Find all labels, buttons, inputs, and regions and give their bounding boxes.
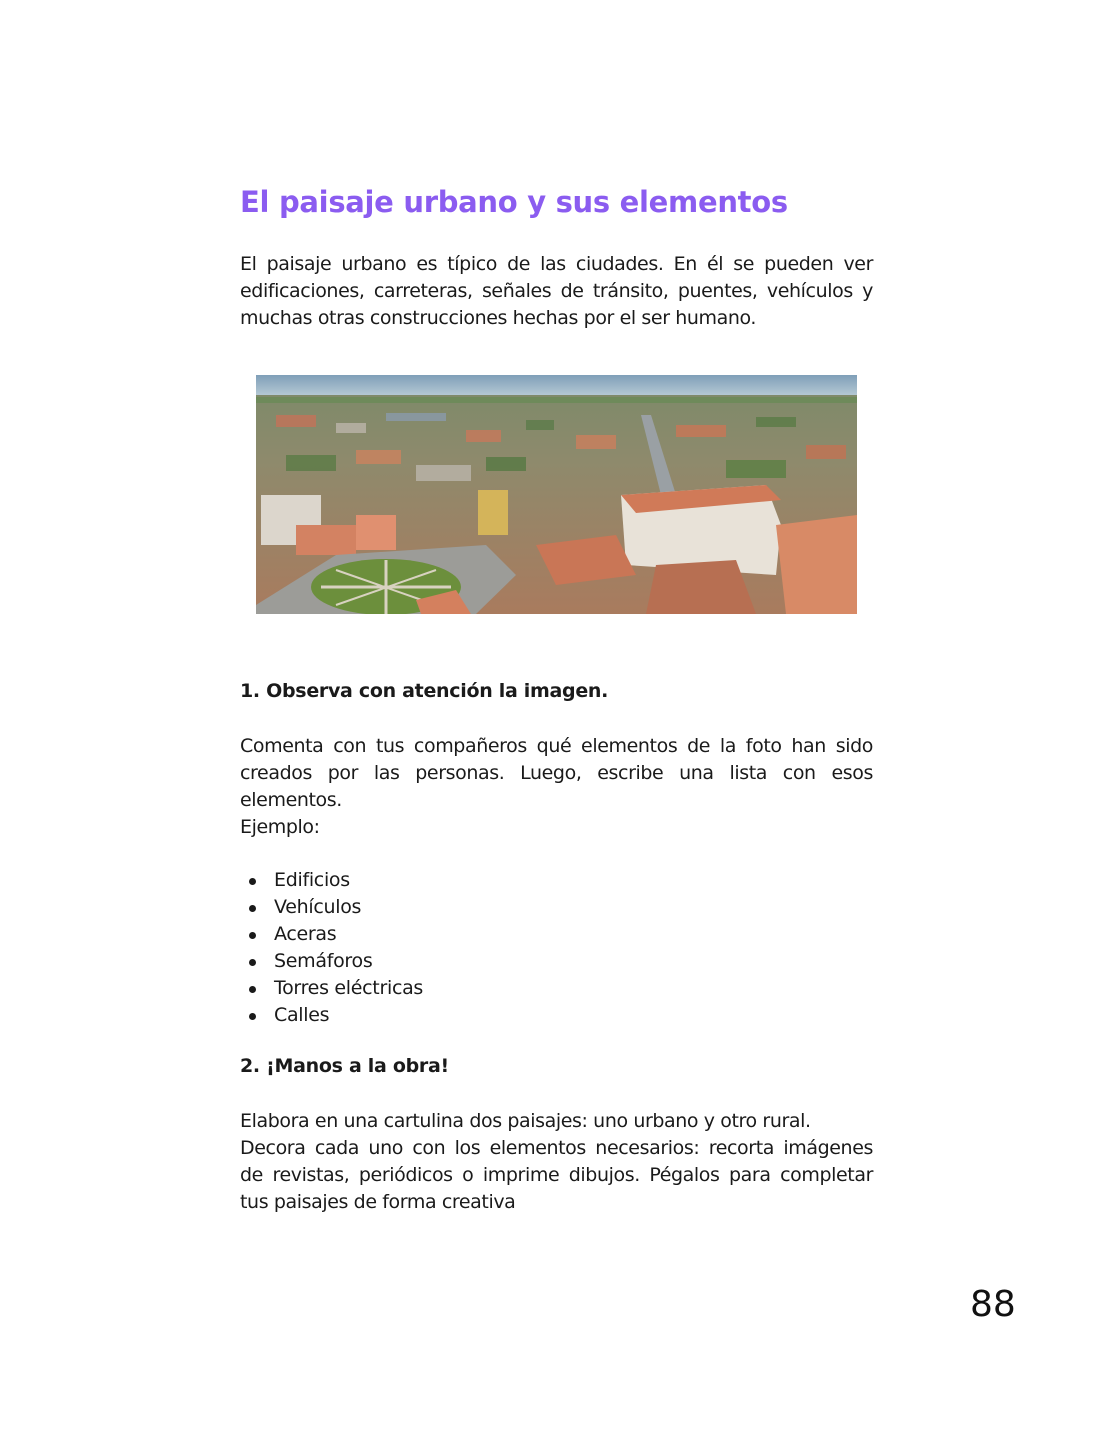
list-item-label: Torres eléctricas — [274, 977, 424, 999]
section2-line: Decora cada uno con los elementos necesarios: recorta imágenes — [240, 1137, 873, 1159]
section2-line: de revistas, periódicos o imprime dibujos. Pégalos para completar — [240, 1164, 873, 1186]
bullet-icon — [249, 1013, 256, 1020]
section1-line: Comenta con tus compañeros qué elementos de la foto han sido — [240, 735, 873, 757]
section2-line: Elabora en una cartulina dos paisajes: uno urbano y otro rural. — [240, 1110, 811, 1132]
intro-paragraph — [240, 251, 873, 332]
section1-heading: 1. Observa con atención la imagen. — [240, 680, 609, 702]
list-item — [240, 921, 423, 948]
page-title: El paisaje urbano y sus elementos — [240, 185, 788, 219]
example-label: Ejemplo: — [240, 816, 320, 838]
list-item-label: Edificios — [274, 869, 350, 891]
bullet-icon — [249, 959, 256, 966]
list-item — [240, 867, 423, 894]
section1-line: creados por las personas. Luego, escribe una lista con esos — [240, 762, 873, 784]
intro-line: edificaciones, carreteras, señales de tránsito, puentes, vehículos y — [240, 280, 873, 302]
bullet-icon — [249, 932, 256, 939]
section2-heading: 2. ¡Manos a la obra! — [240, 1055, 449, 1077]
section1-paragraph — [240, 733, 873, 814]
list-item-label: Aceras — [274, 923, 337, 945]
bullet-icon — [249, 986, 256, 993]
section1-line: elementos. — [240, 789, 342, 811]
city-aerial-photo — [256, 375, 857, 614]
city-aerial-photo-icon — [256, 375, 857, 614]
list-item-label: Calles — [274, 1004, 330, 1026]
bullet-icon — [249, 878, 256, 885]
list-item-label: Vehículos — [274, 896, 362, 918]
page-number: 88 — [970, 1284, 1016, 1325]
list-item — [240, 1002, 423, 1029]
list-item — [240, 894, 423, 921]
list-item — [240, 948, 423, 975]
list-item-label: Semáforos — [274, 950, 373, 972]
intro-line: muchas otras construcciones hechas por el ser humano. — [240, 307, 757, 329]
list-item — [240, 975, 423, 1002]
bullet-icon — [249, 905, 256, 912]
example-list — [240, 867, 423, 1029]
section2-line: tus paisajes de forma creativa — [240, 1191, 516, 1213]
intro-line: El paisaje urbano es típico de las ciudades. En él se pueden ver — [240, 253, 873, 275]
section2-paragraph — [240, 1108, 873, 1216]
